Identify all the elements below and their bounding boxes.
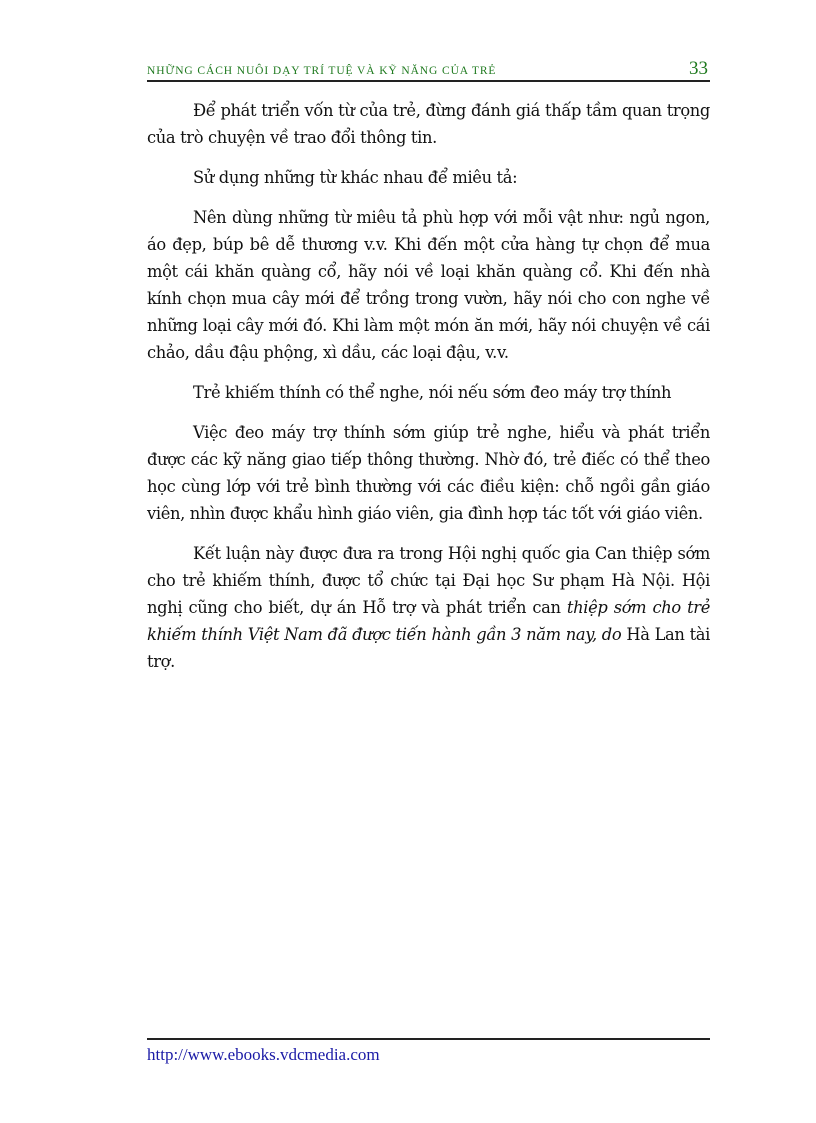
conference-text-end: Hà Lan tài trợ. xyxy=(147,625,710,671)
page-body xyxy=(147,97,710,688)
paragraph-describe-examples: Nên dùng những từ miêu tả phù hợp với mỗi vật như: ngủ ngon, áo đẹp, búp bê dễ thương v.v. Khi đến một cửa hàng tự chọn để mua một cái khăn quàng cổ, hãy nói về loại khăn quàng cổ. Khi đến nhà kính chọn mua cây mới để trồng trong vườn, hãy nói cho con nghe về những loại cây mới đó. Khi làm một món ăn mới, hãy nói chuyện về cái chảo, dầu đậu phộng, xì dầu, các loại đậu, v.v. xyxy=(147,208,710,362)
footer-website-link[interactable]: http://www.ebooks.vdcmedia.com xyxy=(147,1045,380,1064)
paragraph-vocabulary: Để phát triển vốn từ của trẻ, đừng đánh giá thấp tầm quan trọng của trò chuyện về trao đổi thông tin. xyxy=(147,101,710,147)
footer-divider xyxy=(147,1038,710,1040)
paragraph-hearing-aid: Việc đeo máy trợ thính sớm giúp trẻ nghe, hiểu và phát triển được các kỹ năng giao tiếp thông thường. Nhờ đó, trẻ điếc có thể theo học cùng lớp với trẻ bình thường với các điều kiện: chỗ ngồi gần giáo viên, nhìn được khẩu hình giáo viên, gia đình hợp tác tốt với giáo viên. xyxy=(147,423,710,523)
page-header xyxy=(147,58,710,80)
paragraph-conference xyxy=(147,540,710,675)
running-head-title: NHỮNG CÁCH NUÔI DẠY TRÍ TUỆ VÀ KỸ NĂNG CỦA TRẺ xyxy=(147,65,497,77)
paragraph-hearing-heading: Trẻ khiếm thính có thể nghe, nói nếu sớm đeo máy trợ thính xyxy=(193,383,672,402)
header-divider xyxy=(147,80,710,82)
paragraph-describe-heading: Sử dụng những từ khác nhau để miêu tả: xyxy=(193,168,518,187)
conference-text-italic: thiệp sớm cho trẻ khiếm thính Việt Nam đã được tiến hành gần 3 năm nay, do xyxy=(147,598,710,644)
page-number: 33 xyxy=(689,58,708,79)
conference-text-start: Kết luận này được đưa ra trong Hội nghị quốc gia Can thiệp sớm cho trẻ khiếm thính, được tổ chức tại Đại học Sư phạm Hà Nội. Hội nghị cũng cho biết, dự án Hỗ trợ và phát triển can xyxy=(147,544,710,617)
